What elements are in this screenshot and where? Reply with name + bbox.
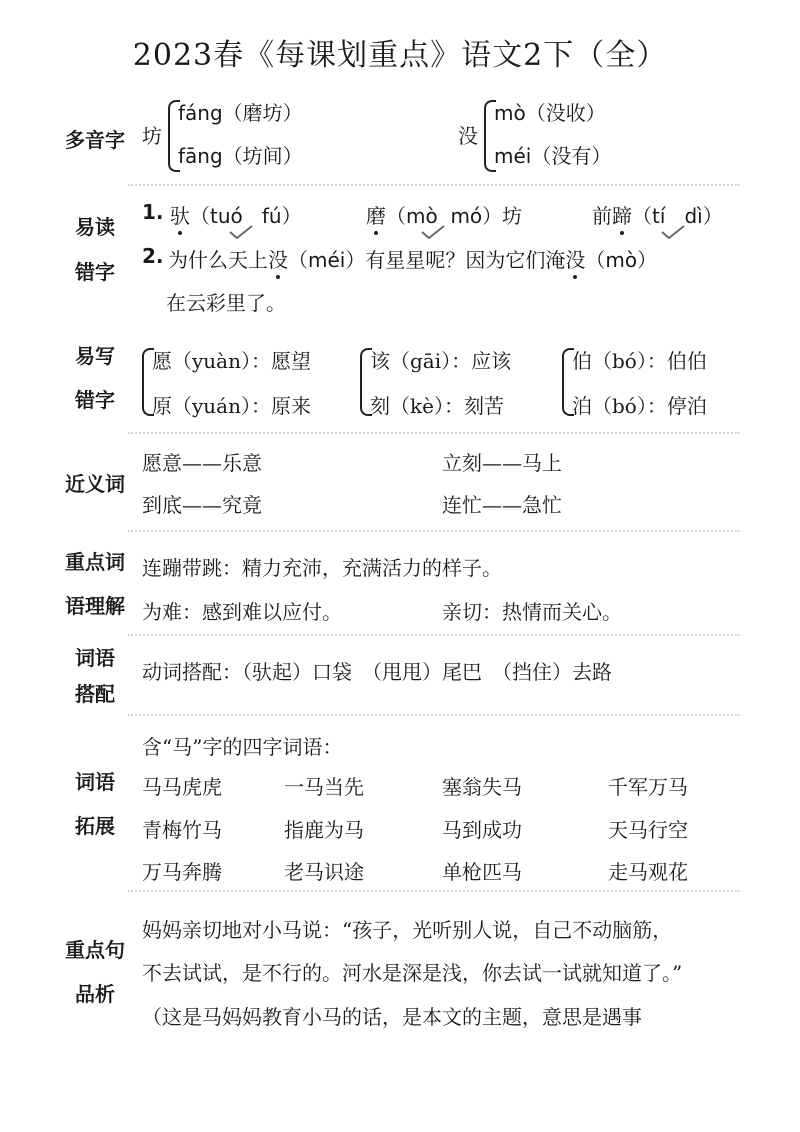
pinyin-wrong: mó	[450, 204, 483, 228]
idiom-word: 千军万马	[608, 775, 688, 799]
paren: ）	[281, 204, 302, 228]
miswrite-entry: 愿（yuàn）：愿望	[152, 349, 311, 373]
idiom-word: 万马奔腾	[142, 860, 222, 884]
polyphonic-char-fang: 坊	[142, 124, 162, 148]
section-divider	[128, 530, 740, 532]
section-divider	[128, 432, 740, 434]
section-label-expansion: 词语	[75, 770, 115, 794]
word-explanation: 亲切：热情而关心。	[442, 600, 622, 624]
miswrite-entry: 该（gāi）：应该	[370, 349, 512, 373]
idiom-word: 青梅竹马	[142, 818, 222, 842]
page-title: 2023春《每课划重点》语文2下（全）	[132, 38, 668, 73]
misread-word	[592, 200, 723, 229]
section-label-word-meaning: 重点词	[65, 550, 125, 574]
sentence-text: 为什么天上	[168, 248, 268, 272]
synonym-pair: 愿意——乐意	[142, 451, 262, 475]
miswrite-entry: 原（yuán）：原来	[152, 394, 311, 418]
paren: ）坊	[482, 204, 523, 228]
pinyin-correct: tí	[652, 204, 666, 228]
section-label-sentence-analysis: 品析	[75, 982, 115, 1006]
word-explanation: 为难：感到难以应付。	[142, 600, 342, 624]
polyphonic-reading: fāng（坊间）	[178, 144, 303, 168]
section-divider	[128, 184, 740, 186]
emphasis-char: 驮	[170, 204, 190, 228]
pinyin-wrong: dì	[684, 204, 703, 228]
sentence-text: （méi）有星星呢？因为它们淹	[288, 248, 566, 272]
key-sentence: 妈妈亲切地对小马说：“孩子，光听别人说，自己不动脑筋，	[142, 918, 673, 942]
expansion-intro: 含“马”字的四字词语：	[142, 735, 343, 759]
section-divider	[128, 890, 740, 892]
section-label-collocation: 词语	[75, 646, 115, 670]
idiom-word: 塞翁失马	[442, 775, 522, 799]
miswrite-entry: 刻（kè）：刻苦	[370, 394, 504, 418]
section-label-misread: 易读	[75, 215, 115, 239]
idiom-word: 走马观花	[608, 860, 688, 884]
section-label-expansion: 拓展	[75, 814, 115, 838]
list-number: 2.	[142, 244, 164, 268]
misread-sentence	[168, 244, 657, 273]
section-label-synonyms: 近义词	[65, 472, 125, 496]
paren: ）	[702, 204, 723, 228]
section-label-polyphonic: 多音字	[65, 128, 125, 152]
section-label-word-meaning: 语理解	[65, 594, 125, 618]
pinyin-correct: tuó	[210, 204, 243, 228]
section-divider	[128, 634, 740, 636]
miswrite-entry: 伯（bó）：伯伯	[572, 349, 707, 373]
pinyin-correct: mò	[406, 204, 438, 228]
check-icon	[420, 224, 446, 240]
miswrite-entry: 泊（bó）：停泊	[572, 394, 707, 418]
emphasis-char: 蹄	[612, 204, 632, 228]
synonym-pair: 立刻——马上	[442, 451, 562, 475]
section-label-sentence-analysis: 重点句	[65, 938, 125, 962]
polyphonic-reading: méi（没有）	[494, 144, 612, 168]
idiom-word: 马到成功	[442, 818, 522, 842]
collocation-text: 动词搭配：（驮起）口袋 （甩甩）尾巴 （挡住）去路	[142, 660, 612, 684]
section-label-collocation: 搭配	[75, 682, 115, 706]
plain-char: 前	[592, 204, 612, 228]
polyphonic-reading: fáng（磨坊）	[178, 101, 303, 125]
check-icon	[660, 224, 686, 240]
key-sentence: 不去试试，是不行的。河水是深是浅，你去试一试就知道了。”	[142, 961, 683, 985]
emphasis-char: 没	[565, 248, 586, 272]
idiom-word: 指鹿为马	[284, 818, 364, 842]
paren: （	[632, 204, 652, 228]
pinyin-wrong: fú	[261, 204, 282, 228]
check-icon	[228, 224, 254, 240]
synonym-pair: 连忙——急忙	[442, 493, 562, 517]
sentence-text: （mò）	[585, 248, 658, 272]
section-divider	[128, 714, 740, 716]
paren: （	[190, 204, 210, 228]
sentence-text: 在云彩里了。	[166, 291, 286, 315]
idiom-word: 老马识途	[284, 860, 364, 884]
section-label-miswrite: 易写	[75, 344, 115, 368]
section-label-miswrite: 错字	[75, 388, 115, 412]
sentence-analysis: （这是马妈妈教育小马的话，是本文的主题，意思是遇事	[142, 1005, 642, 1029]
section-label-misread: 错字	[75, 260, 115, 284]
paren: （	[386, 204, 406, 228]
synonym-pair: 到底——究竟	[142, 493, 262, 517]
word-explanation: 连蹦带跳：精力充沛，充满活力的样子。	[142, 556, 502, 580]
list-number: 1.	[142, 200, 164, 224]
idiom-word: 天马行空	[608, 818, 688, 842]
idiom-word: 马马虎虎	[142, 775, 222, 799]
emphasis-char: 没	[268, 248, 288, 272]
idiom-word: 一马当先	[284, 775, 364, 799]
polyphonic-char-mei: 没	[458, 124, 478, 148]
idiom-word: 单枪匹马	[442, 860, 522, 884]
emphasis-char: 磨	[366, 204, 386, 228]
polyphonic-reading: mò（没收）	[494, 101, 606, 125]
